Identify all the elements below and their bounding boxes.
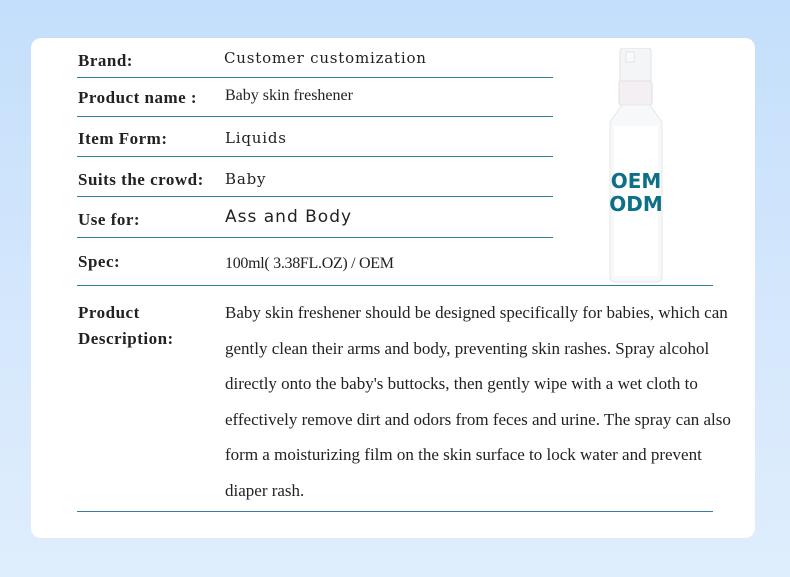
spec-label: Use for:	[78, 210, 141, 229]
spec-label: Brand:	[78, 51, 133, 70]
spec-value: Ass and Body	[225, 207, 353, 227]
product-info-card	[31, 38, 755, 538]
spec-value: Customer customization	[224, 49, 427, 67]
spec-label: Spec:	[78, 252, 121, 271]
spec-label: Item Form:	[78, 129, 168, 148]
spec-value: Baby skin freshener	[225, 87, 353, 104]
spec-row-use-for	[77, 197, 553, 238]
spec-value: Liquids	[225, 129, 287, 147]
divider	[77, 285, 713, 286]
odm-text: ODM	[609, 192, 663, 216]
spec-row-item-form	[77, 117, 553, 157]
oem-odm-label	[597, 170, 675, 216]
spec-row-spec	[77, 238, 553, 285]
description-label: Product Description:	[78, 303, 174, 348]
spec-row-product-name	[77, 77, 553, 117]
oem-text: OEM	[610, 169, 662, 193]
divider	[77, 511, 713, 512]
spec-row-brand	[77, 38, 553, 78]
description-text: Baby skin freshener should be designed specifically for babies, which can gently clean their arms and body, preventing skin rashes. Spray alcohol directly onto the baby's buttocks, then gently wipe with a wet cloth to effectively remove dirt and odors from feces and urine. The spray can also form a moisturizing film on the skin surface to lock water and prevent diaper rash.	[225, 303, 731, 500]
spec-label: Product name :	[78, 88, 198, 107]
spec-row-suits-crowd	[77, 157, 553, 197]
spray-bottle-image	[606, 48, 666, 283]
spec-label: Suits the crowd:	[78, 170, 204, 189]
spec-value: Baby	[225, 170, 267, 188]
spec-value: 100ml( 3.38FL.OZ) / OEM	[225, 255, 394, 272]
